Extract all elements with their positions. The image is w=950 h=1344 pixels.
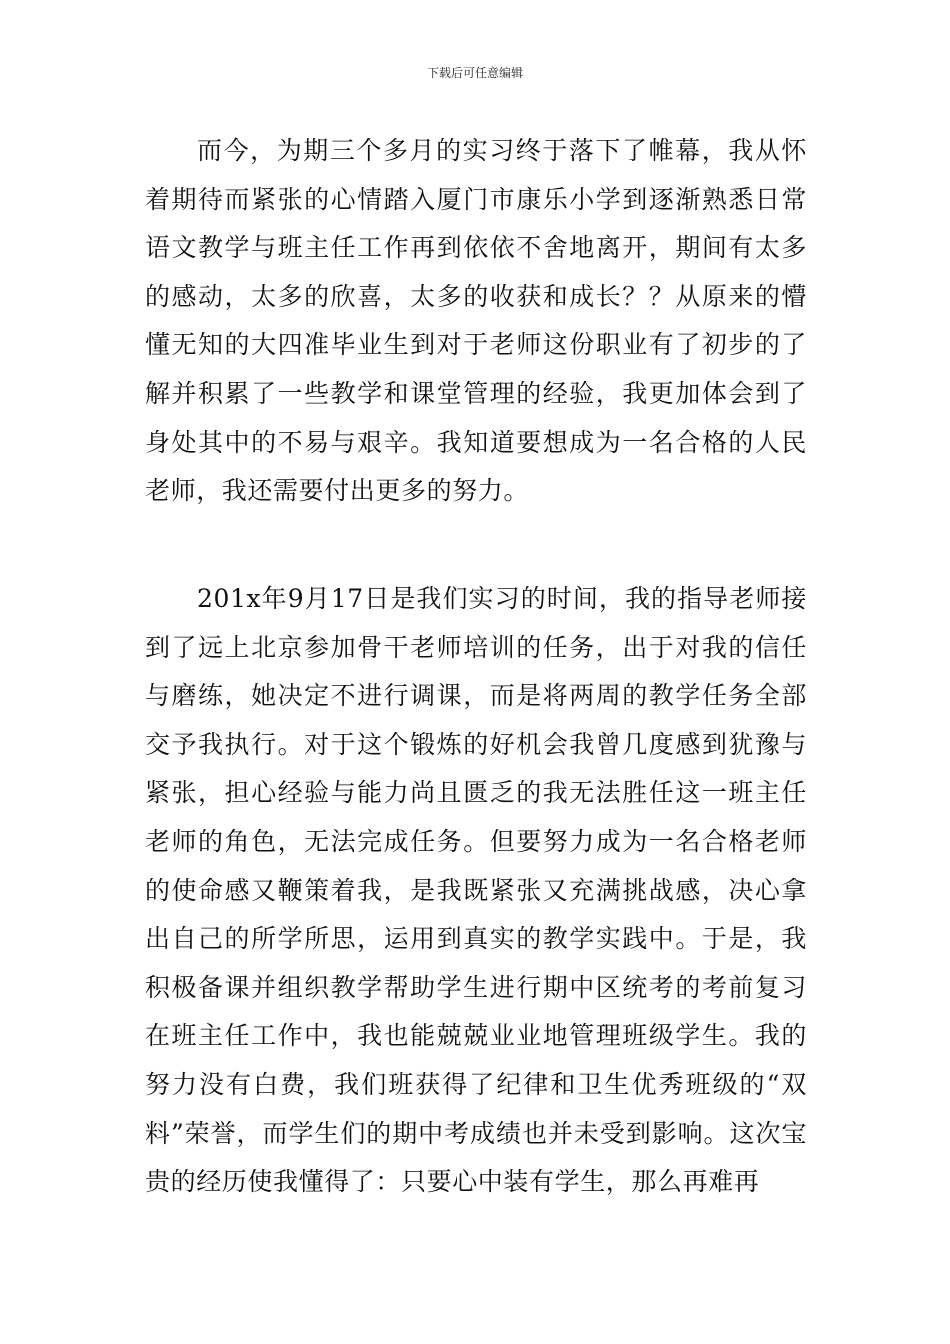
paragraph-2: 201x年9月17日是我们实习的时间，我的指导老师接到了远上北京参加骨干老师培训的任务，出于对我的信任与磨练，她决定不进行调课，而是将两周的教学任务全部交予我执行。对于这个锻炼的好机会我曾几度感到犹豫与紧张，担心经验与能力尚且匮乏的我无法胜任这一班主任老师的角色，无法完成任务。但要努力成为一名合格老师的使命感又鞭策着我，是我既紧张又充满挑战感，决心拿出自己的所学所思，运用到真实的教学实践中。于是，我积极备课并组织教学帮助学生进行期中区统考的考前复习在班主任工作中，我也能兢兢业业地管理班级学生。我的努力没有白费，我们班获得了纪律和卫生优秀班级的“双料”荣誉，而学生们的期中考成绩也并未受到影响。这次宝贵的经历使我懂得了：只要心中装有学生，那么再难再 (145, 584, 807, 1197)
header-note: 下载后可任意编辑 (426, 66, 523, 80)
paragraph-1: 而今，为期三个多月的实习终于落下了帷幕，我从怀着期待而紧张的心情踏入厦门市康乐小学到逐渐熟悉日常语文教学与班主任工作再到依依不舍地离开，期间有太多的感动，太多的欣喜，太多的收获和成长？？从原来的懵懂无知的大四准毕业生到对于老师这份职业有了初步的了解并积累了一些教学和课堂管理的经验，我更加体会到了身处其中的不易与艰辛。我知道要想成为一名合格的人民老师，我还需要付出更多的努力。 (145, 136, 807, 506)
